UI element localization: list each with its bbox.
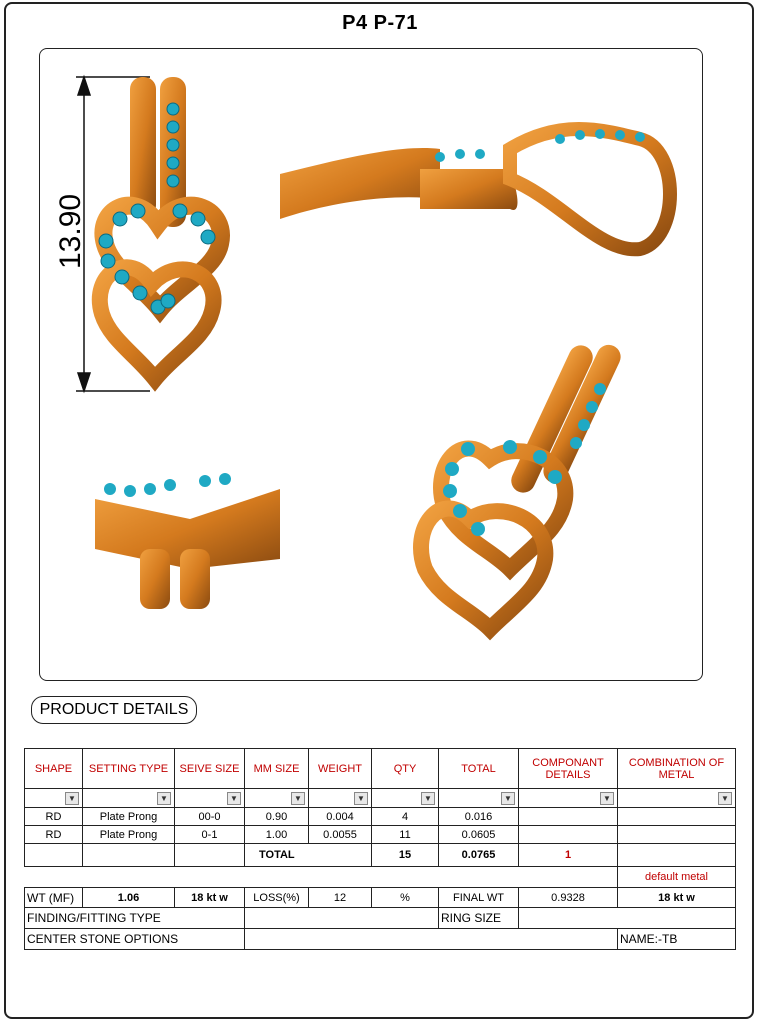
filter-dropdown-icon[interactable]: ▼ <box>718 792 732 805</box>
product-image-panel <box>39 48 703 681</box>
default-metal-row <box>25 867 736 888</box>
total-row <box>25 844 736 867</box>
component-count: 1 <box>519 844 618 867</box>
cell-weight: 0.004 <box>309 808 372 826</box>
pendant-renders <box>40 49 704 682</box>
dimension-label: 13.90 <box>54 193 87 269</box>
header-shape: SHAPE <box>25 749 83 789</box>
wt-mf-label: WT (MF) <box>25 888 83 908</box>
final-wt-value: 0.9328 <box>519 888 618 908</box>
weight-row <box>25 888 736 908</box>
cell-metal <box>618 826 736 844</box>
table-header-row <box>25 749 736 789</box>
header-combination-of-metal: COMBINATION OF METAL <box>618 749 736 789</box>
cell-metal <box>618 808 736 826</box>
finding-row <box>25 908 736 929</box>
cell-mm: 1.00 <box>245 826 309 844</box>
cell-component <box>519 826 618 844</box>
ring-size-label: RING SIZE <box>439 908 519 929</box>
cell-setting: Plate Prong <box>83 808 175 826</box>
header-weight: WEIGHT <box>309 749 372 789</box>
header-component-details: COMPONANT DETAILS <box>519 749 618 789</box>
filter-dropdown-icon[interactable]: ▼ <box>65 792 79 805</box>
table-row <box>25 826 736 844</box>
product-details-table <box>24 748 736 950</box>
cell-total: 0.016 <box>439 808 519 826</box>
total-weight: 0.0765 <box>439 844 519 867</box>
cell-mm: 0.90 <box>245 808 309 826</box>
product-details-label: PRODUCT DETAILS <box>31 696 197 724</box>
name-label: NAME:-TB <box>618 929 736 950</box>
header-qty: QTY <box>372 749 439 789</box>
filter-dropdown-icon[interactable]: ▼ <box>354 792 368 805</box>
center-stone-label: CENTER STONE OPTIONS <box>25 929 245 950</box>
filter-dropdown-icon[interactable]: ▼ <box>157 792 171 805</box>
final-metal: 18 kt w <box>618 888 736 908</box>
front-view-render <box>99 77 221 379</box>
loss-unit: % <box>372 888 439 908</box>
filter-dropdown-icon[interactable]: ▼ <box>227 792 241 805</box>
cell-component <box>519 808 618 826</box>
perspective-view-render <box>421 341 625 629</box>
cell-total: 0.0605 <box>439 826 519 844</box>
header-sieve-size: SEIVE SIZE <box>175 749 245 789</box>
filter-row <box>25 789 736 808</box>
page-title: P4 P-71 <box>342 12 418 34</box>
total-qty: 15 <box>372 844 439 867</box>
header-total: TOTAL <box>439 749 519 789</box>
table-row <box>25 808 736 826</box>
cell-sieve: 00-0 <box>175 808 245 826</box>
header-mm-size: MM SIZE <box>245 749 309 789</box>
center-stone-row <box>25 929 736 950</box>
cell-qty: 11 <box>372 826 439 844</box>
final-wt-label: FINAL WT <box>439 888 519 908</box>
cell-shape: RD <box>25 808 83 826</box>
side-view-render <box>280 129 670 249</box>
cell-setting: Plate Prong <box>83 826 175 844</box>
cell-qty: 4 <box>372 808 439 826</box>
loss-label: LOSS(%) <box>245 888 309 908</box>
cell-sieve: 0-1 <box>175 826 245 844</box>
wt-metal: 18 kt w <box>175 888 245 908</box>
filter-dropdown-icon[interactable]: ▼ <box>600 792 614 805</box>
total-label: TOTAL <box>245 844 372 867</box>
top-view-render <box>95 473 280 609</box>
finding-label: FINDING/FITTING TYPE <box>25 908 245 929</box>
wt-mf-value: 1.06 <box>83 888 175 908</box>
header-setting-type: SETTING TYPE <box>83 749 175 789</box>
loss-value: 12 <box>309 888 372 908</box>
cell-shape: RD <box>25 826 83 844</box>
filter-active-icon[interactable]: ▼ <box>421 792 435 805</box>
default-metal-label: default metal <box>618 867 736 888</box>
filter-active-icon[interactable]: ▼ <box>501 792 515 805</box>
filter-dropdown-icon[interactable]: ▼ <box>291 792 305 805</box>
cell-weight: 0.0055 <box>309 826 372 844</box>
